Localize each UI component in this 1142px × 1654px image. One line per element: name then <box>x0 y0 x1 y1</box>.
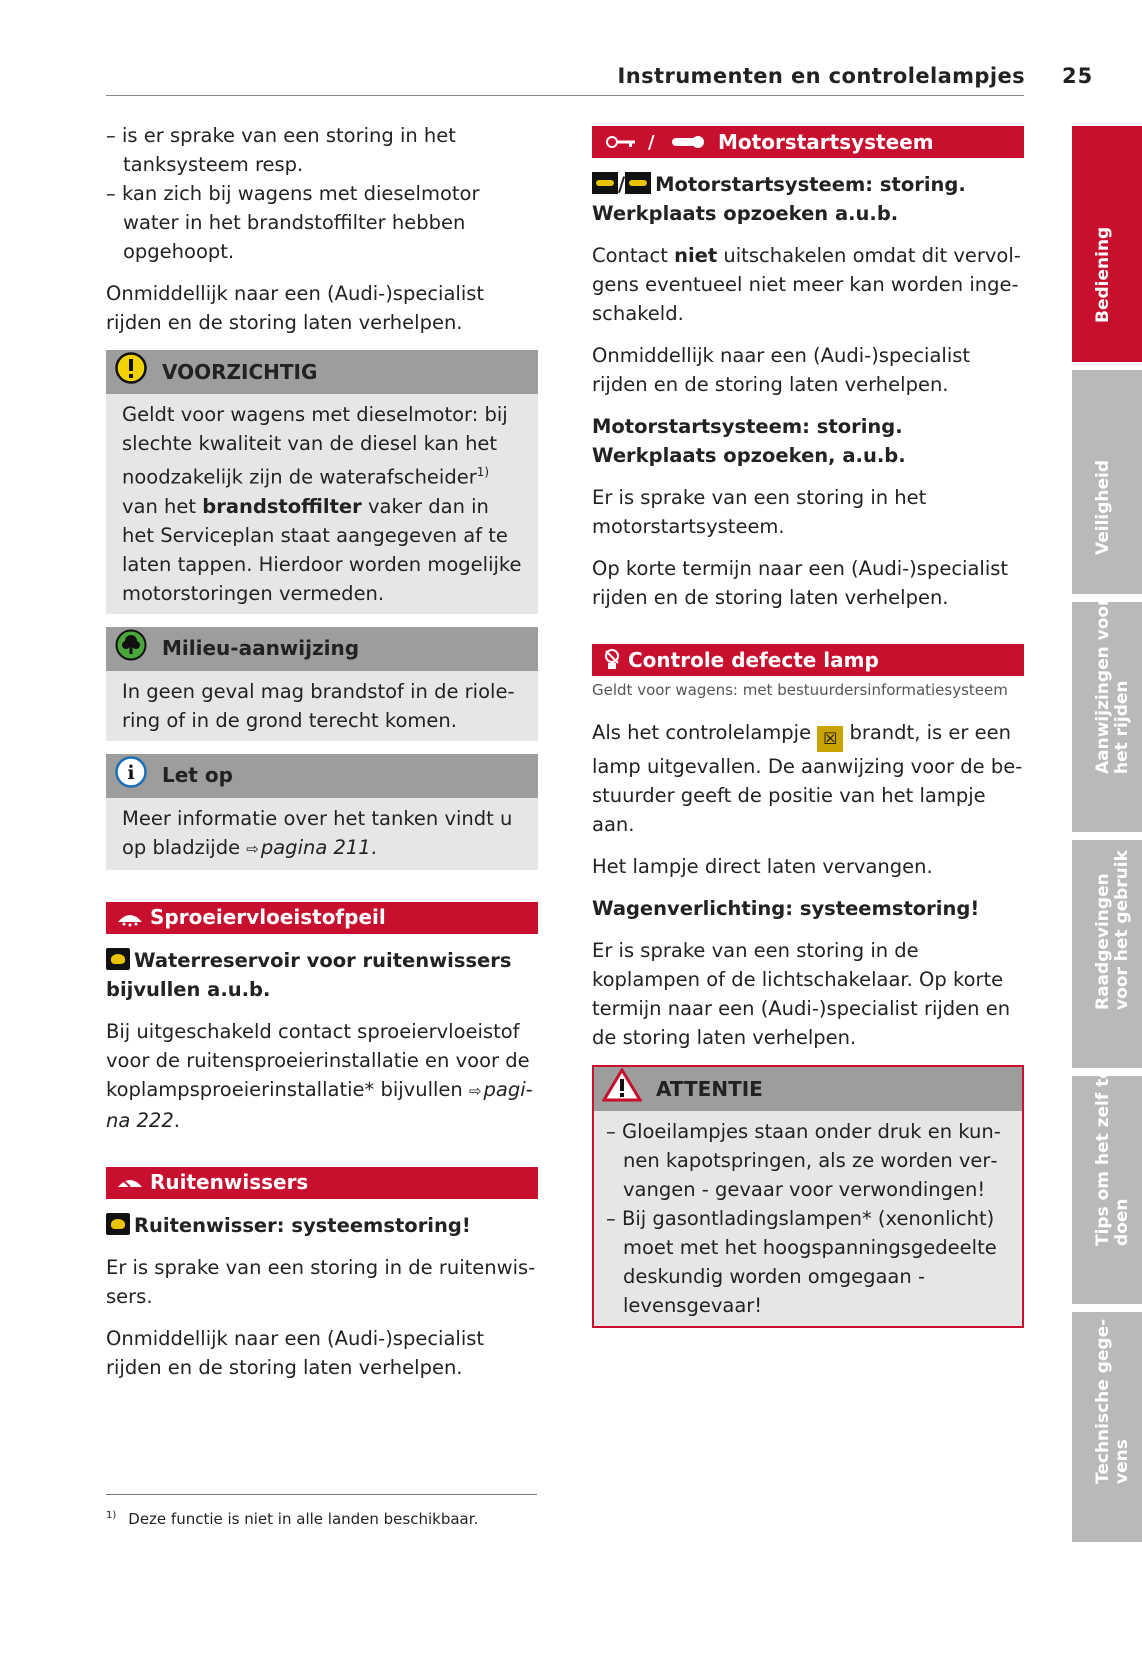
left-column <box>106 121 538 1395</box>
warning-header <box>594 1067 1022 1111</box>
list-item: – Gloeilampjes staan onder druk en kunnen kapotspringen, als ze worden vervangen - gevaar voor verwondingen! <box>606 1117 1008 1204</box>
key-icon <box>602 132 712 152</box>
list-item: – kan zich bij wagens met dieselmotor water in het brandstoffilter hebben opgehoopt. <box>106 179 538 266</box>
paragraph: Onmiddellijk naar een (Audi-)specialist rijden en de storing laten verhelpen. <box>592 344 971 396</box>
info-icon <box>114 755 148 797</box>
wiper-warning-lamp-icon <box>106 1213 130 1235</box>
key-warning-lamp-icon-2 <box>625 172 651 194</box>
tab-aanwijzingen-rijden[interactable]: Aanwijzingen voor het rijden <box>1072 602 1142 832</box>
paragraph: Als het controlelampje ☒ brandt, is er een lamp uitgevallen. De aanwijzing voor de bestuurder geeft de positie van het lampje aan. <box>592 721 1023 836</box>
environment-title: Milieu-aanwijzing <box>162 636 360 660</box>
paragraph: Onmiddellijk naar een (Audi-)specialist rijden en de storing laten verhelpen. <box>106 282 485 334</box>
arrow-right-icon: ⇨ <box>246 839 259 858</box>
note-body: Meer informatie over het tanken vindt u op bladzijde ⇨ pagina 211. <box>122 806 513 859</box>
paragraph: Op korte termijn naar een (Audi-)specialist rijden en de storing laten verhelpen. <box>592 557 1009 609</box>
exclamation-icon <box>114 351 148 393</box>
section-header-lamp: Controle defecte lamp <box>592 644 1024 676</box>
section-header-wipers: Ruitenwissers <box>106 1167 538 1199</box>
warning-triangle-icon <box>602 1068 642 1110</box>
paragraph: Bij uitgeschakeld contact sproeiervloeistof voor de ruitensproeierinstallatie en voor de koplampsproeierinstallatie* bijvullen ⇨ pagina 222. <box>106 1019 533 1132</box>
environment-body: In geen geval mag brandstof in de riolering of in de grond terecht komen. <box>122 679 515 732</box>
page-reference-link[interactable]: pagina 211 <box>260 835 371 859</box>
note-title: Let op <box>162 763 233 787</box>
tab-veiligheid[interactable]: Veiligheid <box>1072 370 1142 594</box>
bulb-warning-lamp-icon: ☒ <box>817 726 843 752</box>
applicability-note: Geldt voor wagens: met bestuurdersinformatiesysteem <box>592 681 1008 699</box>
tab-technische-gegevens[interactable]: Technische gegevens <box>1072 1312 1142 1542</box>
fuel-list <box>106 121 538 266</box>
paragraph: Het lampje direct laten vervangen. <box>592 855 933 878</box>
section-header-engine-start: / Motorstartsysteem <box>592 126 1024 158</box>
note-header <box>106 754 538 798</box>
warning-body <box>594 1111 1022 1326</box>
right-column <box>592 126 1024 1328</box>
list-item: – is er sprake van een storing in het tanksysteem resp. <box>106 121 538 179</box>
tab-raadgevingen-gebruik[interactable]: Raadgevingen voor het gebruik <box>1072 840 1142 1068</box>
paragraph: Er is sprake van een storing in de koplampen of de lichtschakelaar. Op korte termijn naar een (Audi-)specialist rijden en de storing laten verhelpen. <box>592 939 1011 1049</box>
washer-warning-lamp-icon <box>106 948 130 970</box>
wiper-icon <box>116 1173 144 1193</box>
tab-bediening[interactable]: Bediening <box>1072 126 1142 362</box>
note-box <box>106 754 538 870</box>
list-item: – Bij gasontladingslampen* (xenonlicht) moet met het hoogspanningsgedeelte deskundig worden omgegaan - levensgevaar! <box>606 1204 1008 1320</box>
paragraph: Onmiddellijk naar een (Audi-)specialist rijden en de storing laten verhelpen. <box>106 1326 485 1379</box>
key-warning-lamp-icon <box>592 172 618 194</box>
tab-tips-zelf-doen[interactable]: Tips om het zelf te doen <box>1072 1076 1142 1304</box>
warning-title: ATTENTIE <box>656 1076 763 1101</box>
paragraph: Er is sprake van een storing in de ruitenwissers. <box>106 1255 536 1308</box>
environment-box <box>106 627 538 741</box>
page-number: 25 <box>1062 64 1094 88</box>
message-heading: Wagenverlichting: systeemstoring! <box>592 897 980 920</box>
message-heading: Ruitenwisser: systeemstoring! <box>106 1211 538 1240</box>
tree-icon <box>114 628 148 670</box>
footnote-rule <box>106 1494 537 1495</box>
caution-header <box>106 350 538 394</box>
section-header-washer: Sproeiervloeistofpeil <box>106 902 538 934</box>
warning-box <box>592 1065 1024 1328</box>
paragraph: Contact niet uitschakelen omdat dit vervolgens eventueel niet meer kan worden ingeschakeld. <box>592 244 1021 325</box>
message-heading: Motorstartsysteem: storing. Werkplaats opzoeken, a.u.b. <box>592 415 906 467</box>
arrow-right-icon: ⇨ <box>468 1081 482 1100</box>
washer-fluid-icon <box>116 908 144 928</box>
caution-title: VOORZICHTIG <box>162 359 318 384</box>
paragraph: Er is sprake van een storing in het motorstartsysteem. <box>592 486 927 538</box>
footnote: $^{1)}$ Deze functie is niet in alle landen beschikbaar. <box>106 1510 479 1528</box>
caution-box <box>106 350 538 614</box>
message-heading: / Motorstartsysteem: storing. Werkplaats opzoeken a.u.b. <box>592 173 966 225</box>
environment-header <box>106 627 538 671</box>
svg-text:i: i <box>127 761 135 784</box>
caution-body: Geldt voor wagens met dieselmotor: bij slechte kwaliteit van de diesel kan het noodzakelijk zijn de waterafscheider$^{1)}$ van het brandstoffilter vaker dan in het Serviceplan staat aangegeven af te laten tappen. Hierdoor worden mogelijke motorstoringen vermeden. <box>122 403 522 605</box>
page-reference-link[interactable]: pagina 222 <box>106 1077 533 1132</box>
running-header-title: Instrumenten en controlelampjes <box>617 64 1025 88</box>
bulb-icon <box>602 648 622 672</box>
header-rule <box>106 95 1024 96</box>
svg-text:/: / <box>648 132 655 152</box>
message-heading: Waterreservoir voor ruitenwissers bijvullen a.u.b. <box>106 948 512 1001</box>
